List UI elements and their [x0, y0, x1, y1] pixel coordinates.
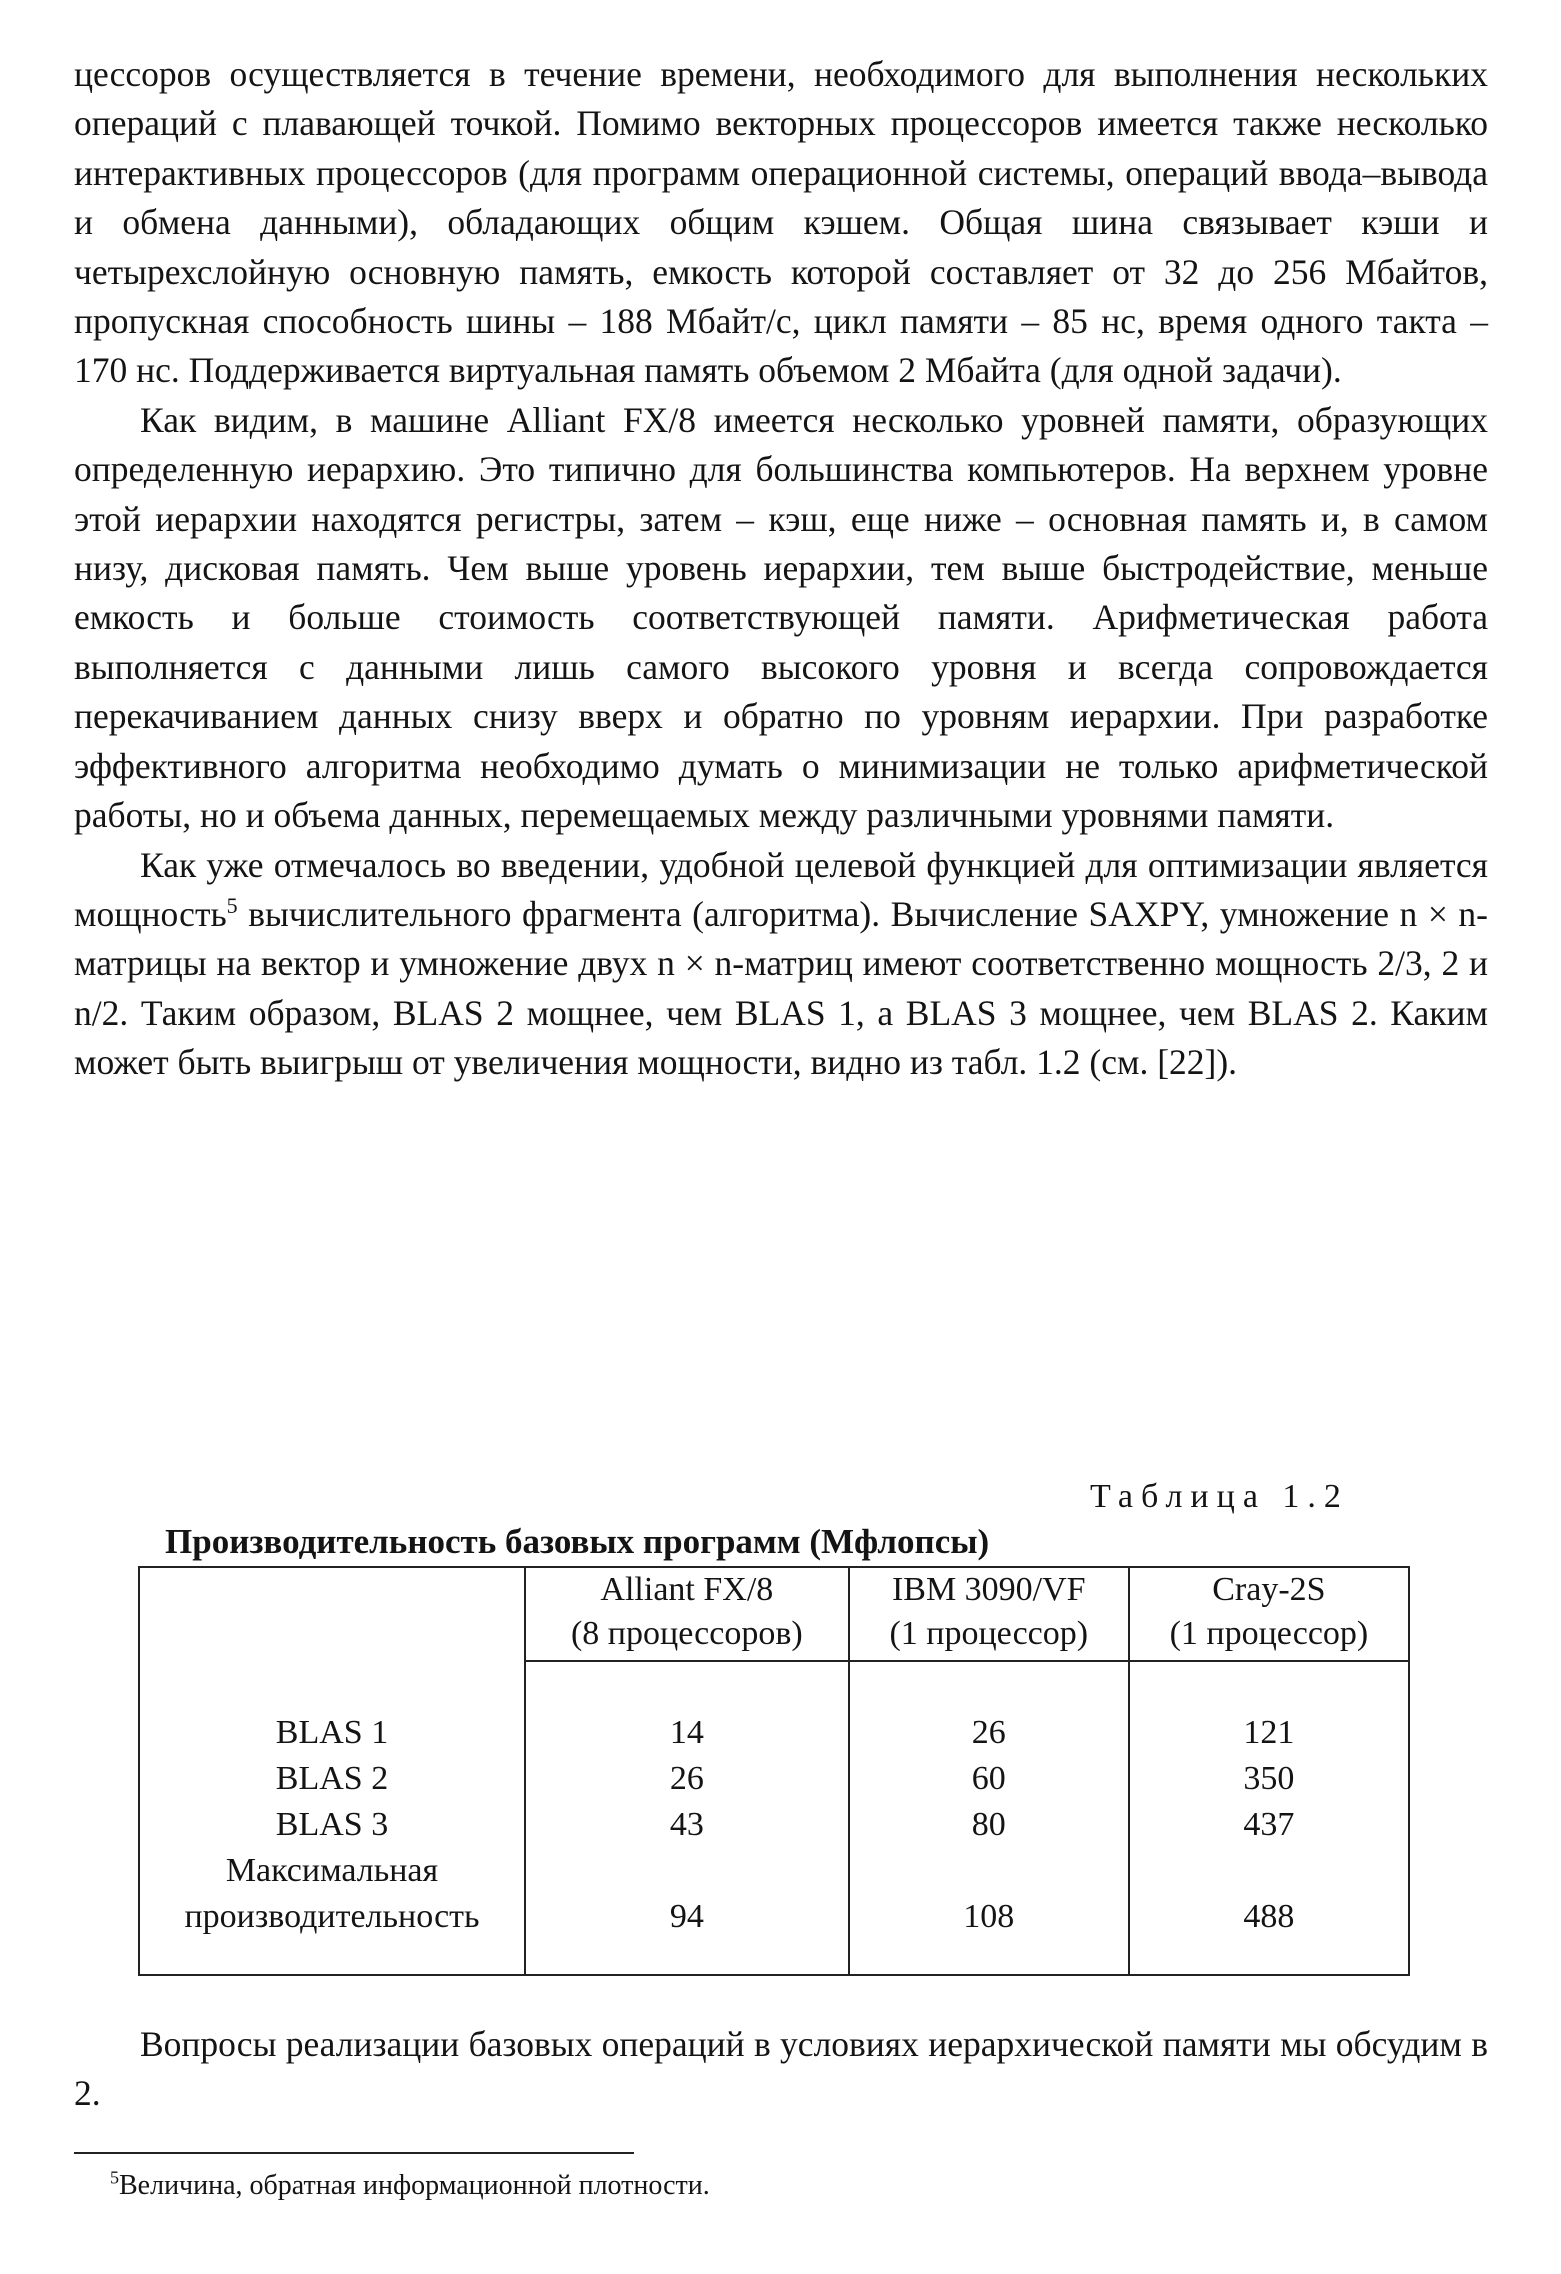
- column-sub-alliant: (8 процессоров): [525, 1612, 849, 1661]
- table-cell: 60: [849, 1756, 1129, 1802]
- table-cell: 80: [849, 1802, 1129, 1848]
- row-label: производительность: [139, 1894, 525, 1975]
- performance-table: [138, 1566, 1410, 1976]
- table-title: Производительность базовых программ (Мфлопсы): [165, 1522, 990, 1561]
- row-label: BLAS 1: [139, 1710, 525, 1756]
- after-table-text: [74, 2020, 1488, 2119]
- row-label: BLAS 3: [139, 1802, 525, 1848]
- header-empty-cell: [139, 1567, 525, 1661]
- table-number: Таблица 1.2: [1090, 1478, 1349, 1515]
- table-cell: 14: [525, 1710, 849, 1756]
- table-row: [139, 1756, 1409, 1802]
- footnote-divider: [74, 2152, 634, 2154]
- footnote-ref[interactable]: 5: [226, 893, 238, 919]
- paragraph-3-part1: Как уже отмечалось во введении, удобной целевой функцией для оптимизации является мощность: [74, 844, 1488, 934]
- table-row: [139, 1802, 1409, 1848]
- table-cell: 108: [849, 1894, 1129, 1975]
- table-cell: 26: [525, 1756, 849, 1802]
- table-row: [139, 1710, 1409, 1756]
- footnote-text: Величина, обратная информационной плотности.: [119, 2170, 710, 2201]
- table-cell: 121: [1129, 1710, 1409, 1756]
- row-label: Максимальная: [139, 1848, 525, 1894]
- column-header-ibm: IBM 3090/VF: [849, 1567, 1129, 1612]
- table-cell: 43: [525, 1802, 849, 1848]
- paragraph-3-part2: вычислительного фрагмента (алгоритма). Вычисление SAXPY, умножение n × n-матрицы на вектор и умножение двух n × n-матриц имеют соответственно мощность 2/3, 2 и n/2. Таким образом, BLAS 2 мощнее, чем BLAS 1, а BLAS 3 мощнее, чем BLAS 2. Каким может быть выигрыш от увеличения мощности, видно из табл. 1.2 (см. [22]).: [74, 893, 1488, 1083]
- column-header-alliant: Alliant FX/8: [525, 1567, 849, 1612]
- table-cell: 437: [1129, 1802, 1409, 1848]
- column-sub-cray: (1 процессор): [1129, 1612, 1409, 1661]
- table-cell: 26: [849, 1710, 1129, 1756]
- paragraph-4: Вопросы реализации базовых операций в условиях иерархической памяти мы обсудим в 2.: [74, 2024, 1488, 2114]
- column-sub-ibm: (1 процессор): [849, 1612, 1129, 1661]
- table-cell: 94: [525, 1894, 849, 1975]
- table-spacer-row: [139, 1661, 1409, 1710]
- table-row-max: [139, 1894, 1409, 1975]
- table-row-max-label: [139, 1848, 1409, 1894]
- paragraph-3: [74, 841, 1488, 1088]
- table-cell: 488: [1129, 1894, 1409, 1975]
- paragraph-2: Как видим, в машине Alliant FX/8 имеется несколько уровней памяти, образующих определенную иерархию. Это типично для большинства компьютеров. На верхнем уровне этой иерархии находятся регистры, затем – кэш, еще ниже – основная память и, в самом низу, дисковая память. Чем выше уровень иерархии, тем выше быстродействие, меньше емкость и больше стоимость соответствующей памяти. Арифметическая работа выполняется с данными лишь самого высокого уровня и всегда сопровождается перекачиванием данных снизу вверх и обратно по уровням иерархии. При разработке эффективного алгоритма необходимо думать о минимизации не только арифметической работы, но и объема данных, перемещаемых между различными уровнями памяти.: [74, 399, 1488, 836]
- paragraph-1: цессоров осуществляется в течение времени, необходимого для выполнения нескольких операций с плавающей точкой. Помимо векторных процессоров имеется также несколько интерактивных процессоров (для программ операционной системы, операций ввода–вывода и обмена данными), обладающих общим кэшем. Общая шина связывает кэши и четырехслойную основную память, емкость которой составляет от 32 до 256 Мбайтов, пропускная способность шины – 188 Мбайт/с, цикл памяти – 85 нс, время одного такта – 170 нс. Поддерживается виртуальная память объемом 2 Мбайта (для одной задачи).: [74, 54, 1488, 391]
- table-header-row: [139, 1567, 1409, 1612]
- column-header-cray: Cray-2S: [1129, 1567, 1409, 1612]
- row-label: BLAS 2: [139, 1756, 525, 1802]
- footnote-mark: 5: [110, 2167, 119, 2188]
- body-text: [74, 50, 1488, 1088]
- footnote: [110, 2167, 710, 2202]
- table-cell: 350: [1129, 1756, 1409, 1802]
